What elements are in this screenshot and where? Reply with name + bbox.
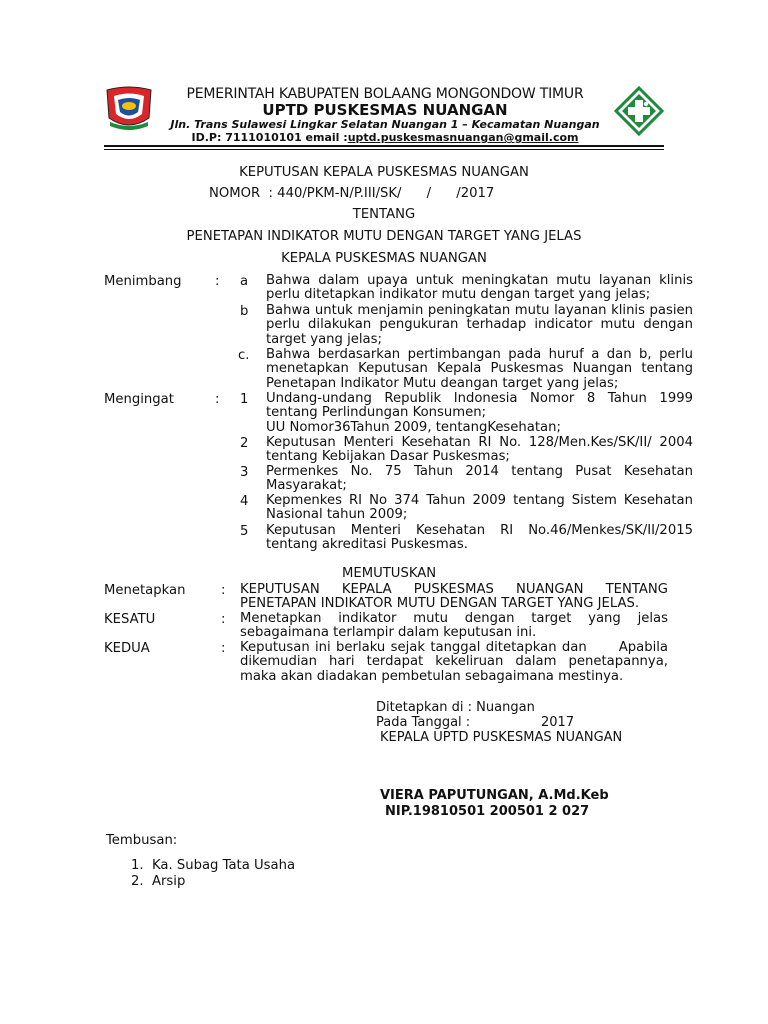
kesatu-label: KESATU [104, 612, 156, 627]
mengingat-marker-3: 3 [240, 465, 249, 480]
sign-date-label: Pada Tanggal : [376, 715, 471, 730]
mengingat-colon: : [215, 392, 220, 407]
tembusan-item-2: 2. Arsip [131, 874, 186, 889]
menimbang-marker-c: c. [238, 348, 250, 363]
menimbang-item-a: Bahwa dalam upaya untuk meningkatan mutu layanan klinis perlu ditetapkan indikator mutu dengan target yang jelas; [266, 273, 693, 303]
kesatu-text: Menetapkan indikator mutu dengan target yang jelas sebagaimana terlampir dalam keputusan ini. [240, 611, 668, 641]
menetapkan-label: Menetapkan [104, 583, 186, 598]
menimbang-item-b: Bahwa untuk menjamin peningkatan mutu layanan klinis pasien perlu dilakukan pengukuran terhadap indicator mutu dengan target yang jelas; [266, 303, 693, 347]
decree-subject: PENETAPAN INDIKATOR MUTU DENGAN TARGET YANG JELAS [186, 229, 582, 244]
letterhead-government: PEMERINTAH KABUPATEN BOLAANG MONGONDOW TIMUR [186, 86, 584, 102]
decree-title: KEPUTUSAN KEPALA PUSKESMAS NUANGAN [239, 165, 529, 180]
tembusan-label: Tembusan: [106, 833, 178, 848]
mengingat-marker-5: 5 [240, 524, 249, 539]
kedua-label: KEDUA [104, 641, 150, 656]
mengingat-marker-1: 1 [240, 392, 249, 407]
sign-place: Ditetapkan di : Nuangan [376, 700, 535, 715]
mengingat-marker-2: 2 [240, 436, 249, 451]
decree-tentang: TENTANG [352, 207, 416, 222]
email-link[interactable]: uptd.puskesmasnuangan@gmail.com [347, 131, 579, 144]
puskesmas-logo [614, 86, 664, 136]
memutuskan-heading: MEMUTUSKAN [342, 566, 437, 581]
signatory-name: VIERA PAPUTUNGAN, A.Md.Keb [380, 788, 609, 803]
kedua-colon: : [221, 641, 226, 656]
mengingat-item-1: Undang-undang Republik Indonesia Nomor 8 Tahun 1999 tentang Perlindungan Konsumen; [266, 391, 693, 421]
menimbang-colon: : [215, 274, 220, 289]
letterhead-contact [160, 131, 610, 144]
sign-position: KEPALA UPTD PUSKESMAS NUANGAN [380, 730, 623, 745]
menimbang-item-c: Bahwa berdasarkan pertimbangan pada huruf a dan b, perlu menetapkan Keputusan Kepala Puskesmas Nuangan tentang Penetapan Indikator Mutu deangan target yang jelas; [266, 347, 693, 391]
mengingat-label: Mengingat [104, 392, 174, 407]
menimbang-label: Menimbang [104, 274, 182, 289]
letterhead-divider [104, 145, 664, 147]
letterhead-office: UPTD PUSKESMAS NUANGAN [262, 101, 508, 119]
regional-logo [104, 86, 154, 132]
mengingat-item-2: Keputusan Menteri Kesehatan RI No. 128/Men.Kes/SK/II/ 2004 tentang Kebijakan Dasar Puskesmas; [266, 435, 693, 465]
decree-authority: KEPALA PUSKESMAS NUANGAN [281, 251, 487, 266]
letterhead-divider-thin [104, 149, 664, 150]
letterhead-address: Jln. Trans Sulawesi Lingkar Selatan Nuangan 1 – Kecamatan Nuangan [170, 118, 600, 131]
menetapkan-colon: : [221, 583, 226, 598]
signatory-nip: NIP.19810501 200501 2 027 [385, 804, 590, 819]
mengingat-item-4: Kepmenkes RI No 374 Tahun 2009 tentang Sistem Kesehatan Nasional tahun 2009; [266, 493, 693, 523]
tembusan-item-text: Ka. Subag Tata Usaha [151, 858, 296, 873]
mengingat-item-1-extra: UU Nomor36Tahun 2009, tentangKesehatan; [266, 420, 561, 435]
menetapkan-text: KEPUTUSAN KEPALA PUSKESMAS NUANGAN TENTANG PENETAPAN INDIKATOR MUTU DENGAN TARGET YANG JELAS. [240, 582, 668, 612]
menimbang-marker-b: b [240, 304, 249, 319]
kesatu-colon: : [221, 612, 226, 627]
mengingat-item-3: Permenkes No. 75 Tahun 2014 tentang Pusat Kesehatan Masyarakat; [266, 464, 693, 494]
mengingat-item-5: Keputusan Menteri Kesehatan RI No.46/Menkes/SK/II/2015 tentang akreditasi Puskesmas. [266, 523, 693, 553]
mengingat-marker-4: 4 [240, 494, 249, 509]
decree-number: NOMOR : 440/PKM-N/P.III/SK/ / /2017 [209, 186, 495, 201]
sign-date-year: 2017 [541, 715, 575, 730]
contact-prefix: ID.P: 7111010101 email : [191, 131, 348, 144]
tembusan-item-text: Arsip [151, 874, 186, 889]
kedua-text: Keputusan ini berlaku sejak tanggal ditetapkan dan Apabila dikemudian hari terdapat kekeliruan dalam penetapannya, maka akan diadakan pembetulan sebagaimana mestinya. [240, 640, 673, 684]
menimbang-marker-a: a [240, 274, 249, 289]
tembusan-item-1: 1. Ka. Subag Tata Usaha [131, 858, 296, 873]
